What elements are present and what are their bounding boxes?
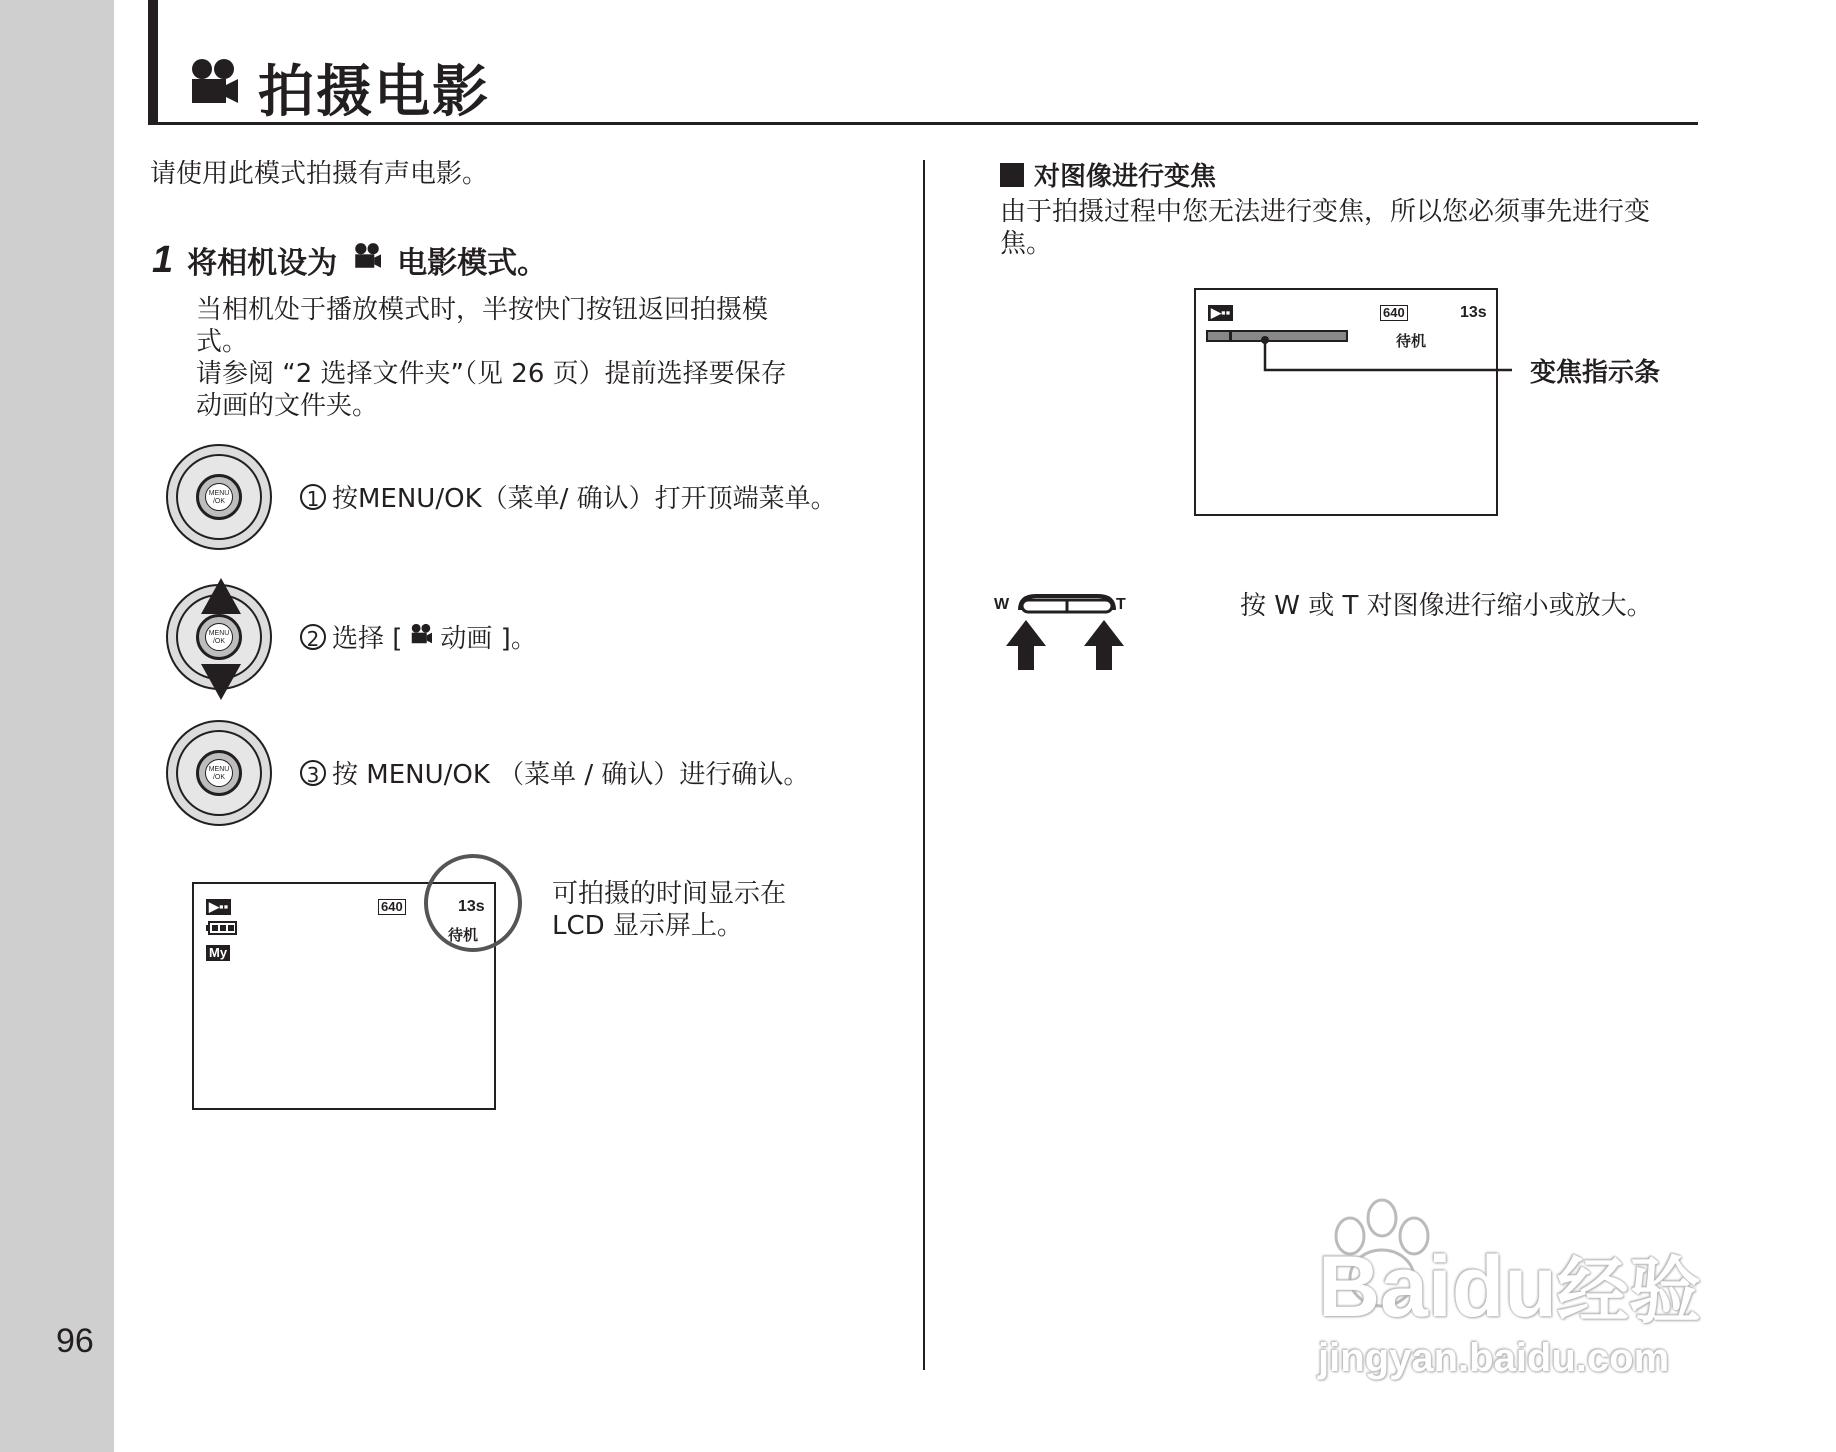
step-description	[196, 294, 787, 422]
substep-2	[300, 618, 537, 655]
substep-text-post: 动画 ]。	[440, 624, 537, 654]
remaining-time: 13s	[458, 898, 485, 915]
callout-leader-line	[1256, 334, 1516, 374]
movie-camera-icon	[408, 622, 434, 652]
section-bullet-icon	[1000, 163, 1024, 187]
movie-mode-indicator-icon: ▶▪▪	[206, 896, 231, 915]
control-dial-2	[166, 584, 272, 690]
zoom-bar-callout: 变焦指示条	[1530, 358, 1661, 388]
wide-label: W	[994, 596, 1010, 613]
control-dial-3	[166, 720, 272, 826]
battery-icon	[206, 920, 238, 939]
step-circle-number: 3	[300, 760, 326, 786]
movie-camera-icon	[186, 56, 240, 121]
my-menu-tag: My	[206, 942, 230, 961]
intro-text: 请使用此模式拍摄有声电影。	[150, 159, 489, 189]
zoom-instruction: 按 W 或 T 对图像进行缩小或放大。	[1240, 591, 1653, 621]
zoom-section-heading	[1000, 156, 1216, 193]
lcd-screen-zoom	[1194, 288, 1498, 516]
down-arrow-icon	[201, 664, 241, 700]
tele-label: T	[1116, 596, 1126, 613]
substep-text: 按 MENU/OK （菜单 / 确认）进行确认。	[332, 760, 810, 790]
substep-1	[300, 478, 837, 515]
step-circle-number: 1	[300, 484, 326, 510]
step-circle-number: 2	[300, 624, 326, 650]
menu-ok-button: MENU /OK	[196, 474, 242, 520]
step-desc-line: 当相机处于播放模式时，半按快门按钮返回拍摄模	[196, 295, 769, 325]
column-divider	[923, 160, 925, 1370]
zoom-position-marker	[1229, 330, 1232, 342]
standby-status: 待机	[448, 927, 479, 944]
lcd-caption-line: 可拍摄的时间显示在	[552, 879, 787, 909]
substep-3	[300, 754, 809, 791]
step-number: 1	[152, 238, 174, 281]
step-desc-line: 请参阅 “2 选择文件夹”（见 26 页）提前选择要保存	[196, 359, 787, 389]
zoom-lever-illustration	[996, 590, 1136, 678]
substep-text-pre: 选择 [	[332, 624, 403, 654]
page-title	[186, 48, 490, 128]
zoom-lever-icon	[996, 590, 1136, 674]
remaining-time: 13s	[1460, 304, 1487, 321]
zoom-heading-text: 对图像进行变焦	[1034, 162, 1217, 192]
step-heading	[152, 238, 547, 282]
standby-status: 待机	[1396, 333, 1427, 350]
movie-mode-icon	[351, 242, 383, 278]
page-number: 96	[56, 1322, 94, 1360]
image-size-tag: 640	[1380, 302, 1408, 321]
watermark-logo: Baidu经验	[1318, 1239, 1701, 1335]
step-heading-pre: 将相机设为	[187, 246, 338, 281]
menu-ok-button: MENU /OK	[196, 614, 242, 660]
zoom-desc-line: 焦。	[1000, 229, 1053, 259]
step-desc-line: 动画的文件夹。	[196, 391, 379, 421]
control-dial-1	[166, 444, 272, 550]
title-accent-bar	[148, 0, 158, 125]
lcd-caption	[552, 878, 786, 942]
page-margin-bar	[0, 0, 114, 1452]
image-size-tag: 640	[378, 896, 406, 915]
lcd-caption-line: LCD 显示屏上。	[552, 911, 743, 941]
zoom-desc-line: 由于拍摄过程中您无法进行变焦，所以您必须事先进行变	[1000, 197, 1651, 227]
step-desc-line: 式。	[196, 327, 249, 357]
title-text: 拍摄电影	[258, 60, 490, 125]
movie-mode-indicator-icon: ▶▪▪	[1208, 302, 1233, 321]
substep-text: 按MENU/OK（菜单/ 确认）打开顶端菜单。	[332, 484, 837, 514]
up-arrow-icon	[201, 578, 241, 614]
watermark-url: jingyan.baidu.com	[1318, 1336, 1670, 1380]
highlight-circle	[424, 854, 522, 952]
zoom-description	[1000, 196, 1650, 260]
menu-ok-button: MENU /OK	[196, 750, 242, 796]
step-heading-post: 电影模式。	[397, 246, 548, 281]
